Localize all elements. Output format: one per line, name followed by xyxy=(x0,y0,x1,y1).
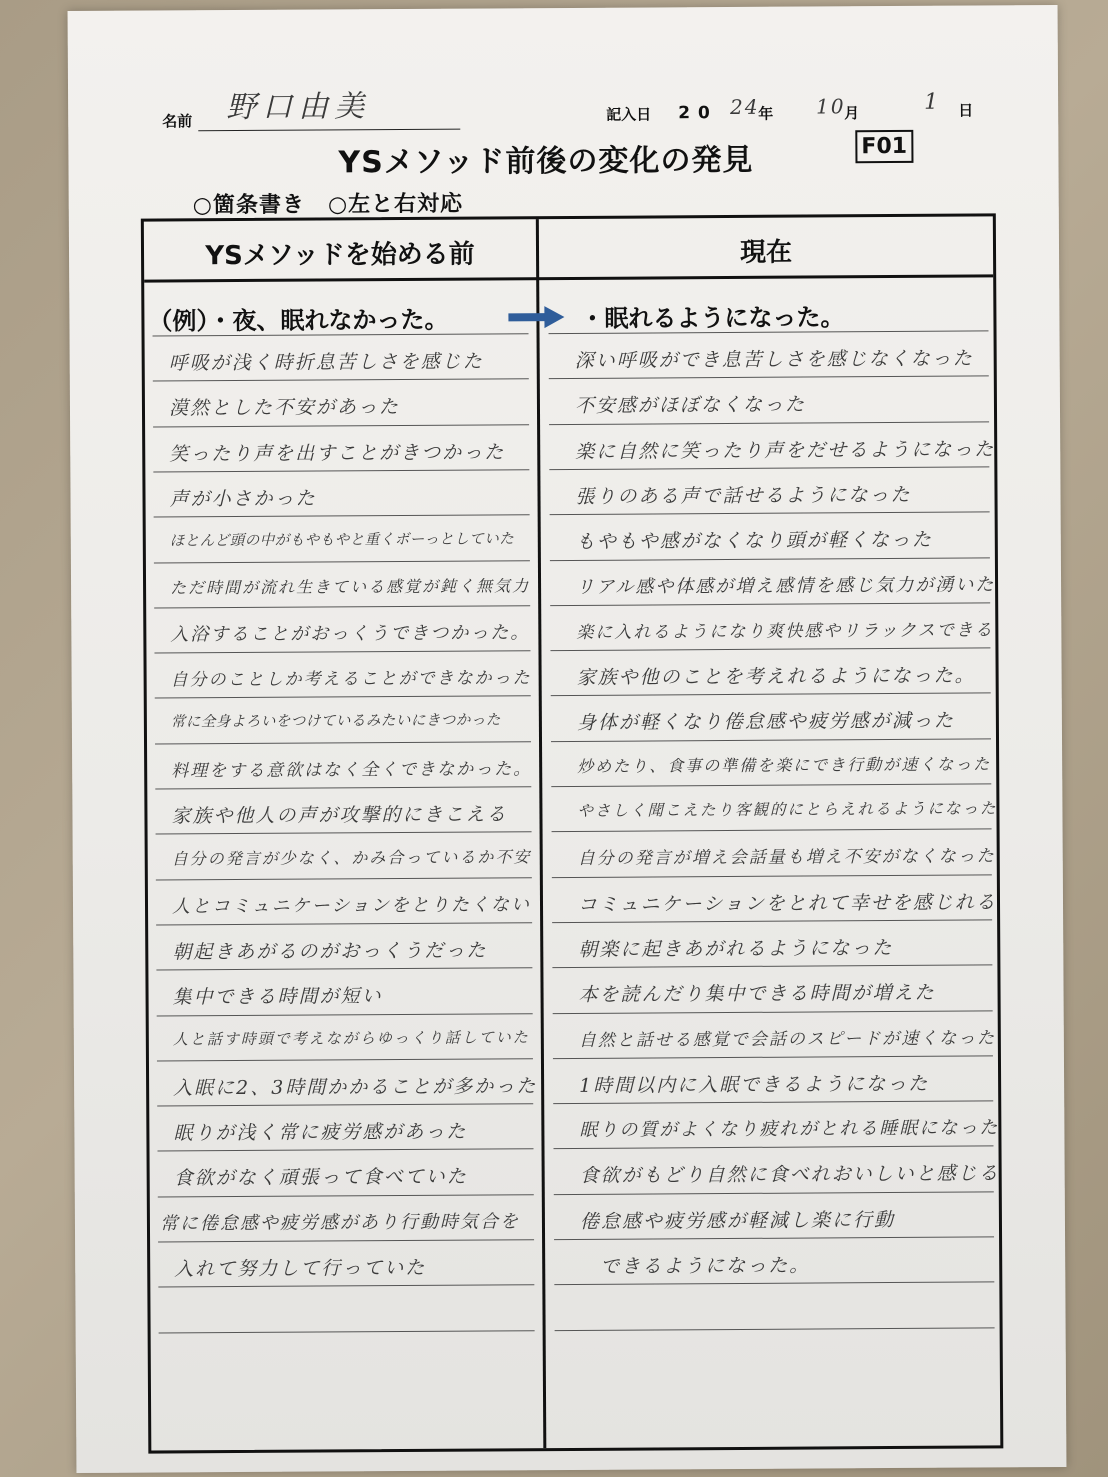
ruled-line-left xyxy=(158,1284,534,1287)
ruled-line-right xyxy=(554,1236,994,1240)
ruled-line-right xyxy=(552,828,992,832)
right-entry: 自然と話せる感覚で会話のスピードが速くなった xyxy=(578,1028,997,1051)
ruled-line-left xyxy=(158,1194,534,1197)
left-entry: 入れて努力して行っていた xyxy=(174,1256,427,1281)
ruled-line-right xyxy=(552,874,992,878)
right-entry: 家族や他のことを考えれるようになった。 xyxy=(576,664,976,689)
ruled-line-right xyxy=(549,421,989,425)
left-entry: 常に倦怠感や疲労感があり行動時気合を xyxy=(159,1211,521,1235)
left-entry: 人とコミュニケーションをとりたくない xyxy=(171,894,531,918)
left-entry: 眠りが浅く常に疲労感があった xyxy=(173,1120,468,1145)
ruled-line-right xyxy=(551,692,991,696)
ruled-line-left xyxy=(155,695,531,698)
right-column-header: 現在 xyxy=(739,237,793,268)
ruled-line-left xyxy=(153,469,529,472)
ruled-line-right xyxy=(553,1010,993,1014)
right-entry: 身体が軽くなり倦怠感や疲労感が減った xyxy=(576,709,955,734)
ruled-line-right xyxy=(550,602,990,606)
ruled-line-left xyxy=(156,877,532,880)
ruled-line-left xyxy=(153,424,529,427)
ruled-line-right xyxy=(554,1281,994,1285)
day-value: 1 xyxy=(924,89,941,115)
ruled-line-left xyxy=(157,1103,533,1106)
ruled-line-left xyxy=(158,1148,534,1151)
ruled-line-right xyxy=(549,466,989,470)
name-underline xyxy=(198,129,460,132)
ruled-line-right xyxy=(555,1327,995,1331)
ruled-line-left xyxy=(158,1239,534,1242)
left-entry: 笑ったり声を出すことがきつかった xyxy=(169,441,506,466)
ruled-line-left xyxy=(155,786,531,789)
left-entry: 人と話す時頭で考えながらゆっくり話していた xyxy=(172,1028,530,1049)
example-right: ・眠れるようになった。 xyxy=(580,303,845,333)
ruled-line-left xyxy=(155,741,531,744)
ruled-line-right xyxy=(553,1055,993,1059)
ruled-line-left xyxy=(157,1058,533,1061)
subtitle-instructions: ○箇条書き ○左と右対応 xyxy=(192,191,464,219)
left-entry: 料理をする意欲はなく全くできなかった。 xyxy=(171,759,533,782)
form-code: F01 xyxy=(855,130,913,163)
left-entry: 入浴することがおっくうできつかった。 xyxy=(170,622,531,646)
ruled-line-right xyxy=(549,375,989,379)
ruled-line-right xyxy=(550,511,990,515)
arrow-right-icon xyxy=(544,306,564,328)
left-entry: ほとんど頭の中がもやもやと重くボーっとしていた xyxy=(169,531,515,550)
right-entry: 張りのある声で話せるようになった xyxy=(575,483,912,508)
right-entry: 深い呼吸ができ息苦しさを感じなくなった xyxy=(574,347,974,372)
ruled-line-right xyxy=(550,647,990,651)
left-entry: 朝起きあがるのがおっくうだった xyxy=(172,939,488,964)
date-year-prefix: 20 xyxy=(678,103,718,124)
ruled-line-left xyxy=(154,605,530,608)
right-entry: 楽に入れるようになり爽快感やリラックスできる xyxy=(576,620,994,643)
right-entry: 朝楽に起きあがれるようになった xyxy=(578,937,894,961)
ruled-line-left xyxy=(154,560,530,563)
ruled-line-right xyxy=(550,557,990,561)
ruled-line-right xyxy=(554,1191,994,1195)
header-divider xyxy=(144,274,993,282)
page-title: YSメソッド前後の変化の発見 xyxy=(338,142,754,181)
ruled-line-right xyxy=(553,1145,993,1149)
ruled-line-left xyxy=(153,378,529,381)
right-entry: 1時間以内に入眠できるようになった xyxy=(579,1072,930,1097)
example-left: （例）・夜、眠れなかった。 xyxy=(148,305,449,336)
name-label: 名前 xyxy=(162,112,193,131)
left-entry: ただ時間が流れ生きている感覚が鈍く無気力 xyxy=(170,576,531,598)
name-value: 野口由美 xyxy=(226,89,371,126)
right-entry: やさしく聞こえたり客観的にとらえれるようになった xyxy=(577,799,998,820)
right-entry: コミュニケーションをとれて幸せを感じれる xyxy=(577,891,997,916)
right-entry: 自分の発言が増え会話量も増え不安がなくなった xyxy=(577,846,996,869)
right-entry: もやもや感がなくなり頭が軽くなった xyxy=(575,528,933,553)
ruled-line-right xyxy=(551,783,991,787)
right-entry: 炒めたり、食事の準備を楽にでき行動が速くなった xyxy=(577,754,992,776)
ruled-line-left xyxy=(157,1013,533,1016)
ruled-line-left xyxy=(156,967,532,970)
ruled-line-left xyxy=(154,650,530,653)
form-sheet xyxy=(68,5,1067,1473)
left-column-header: YSメソッドを始める前 xyxy=(205,239,475,272)
month-suffix: 月 xyxy=(844,104,860,123)
left-entry: 声が小さかった xyxy=(169,487,317,511)
left-entry: 常に全身よろいをつけているみたいにきつかった xyxy=(170,712,501,731)
right-entry: 眠りの質がよくなり疲れがとれる睡眠になった xyxy=(579,1117,1000,1141)
date-year-hand: 24 xyxy=(730,94,760,119)
ruled-line-left xyxy=(154,514,530,517)
left-entry: 食欲がなく頑張って食べていた xyxy=(173,1165,468,1190)
right-entry: 食欲がもどり自然に食べれおいしいと感じる xyxy=(579,1162,1000,1187)
date-label: 記入日 xyxy=(606,105,652,124)
right-entry: 倦怠感や疲労感が軽減し楽に行動 xyxy=(579,1209,896,1233)
right-entry: できるようになった。 xyxy=(600,1254,811,1278)
ruled-line-left xyxy=(156,922,532,925)
day-suffix: 日 xyxy=(958,101,974,120)
left-entry: 呼吸が浅く時折息苦しさを感じた xyxy=(168,350,484,375)
ruled-line-right xyxy=(553,1100,993,1104)
left-entry: 家族や他人の声が攻撃的にきこえる xyxy=(171,803,508,828)
left-entry: 自分の発言が少なく、かみ合っているか不安 xyxy=(171,847,532,869)
right-entry: 楽に自然に笑ったり声をだせるようになった xyxy=(575,438,996,463)
right-entry: 不安感がほぼなくなった xyxy=(574,393,807,417)
month-value: 10 xyxy=(816,94,846,119)
left-entry: 集中できる時間が短い xyxy=(172,985,383,1009)
left-entry: 入眠に2、3時間かかることが多かった xyxy=(173,1075,538,1100)
left-entry: 漠然とした不安があった xyxy=(168,396,400,420)
ruled-line-right xyxy=(552,964,992,968)
right-entry: 本を読んだり集中できる時間が増えた xyxy=(578,981,936,1006)
right-entry: リアル感や体感が増え感情を感じ気力が湧いた xyxy=(576,574,996,598)
left-entry: 自分のことしか考えることができなかった xyxy=(170,668,532,691)
arrow-shaft xyxy=(508,313,546,321)
ruled-line-right xyxy=(552,919,992,923)
ruled-line-left xyxy=(159,1330,535,1333)
year-suffix: 年 xyxy=(758,104,774,123)
ruled-line-left xyxy=(156,831,532,834)
comparison-table xyxy=(141,213,1004,1453)
ruled-line-right xyxy=(551,738,991,742)
